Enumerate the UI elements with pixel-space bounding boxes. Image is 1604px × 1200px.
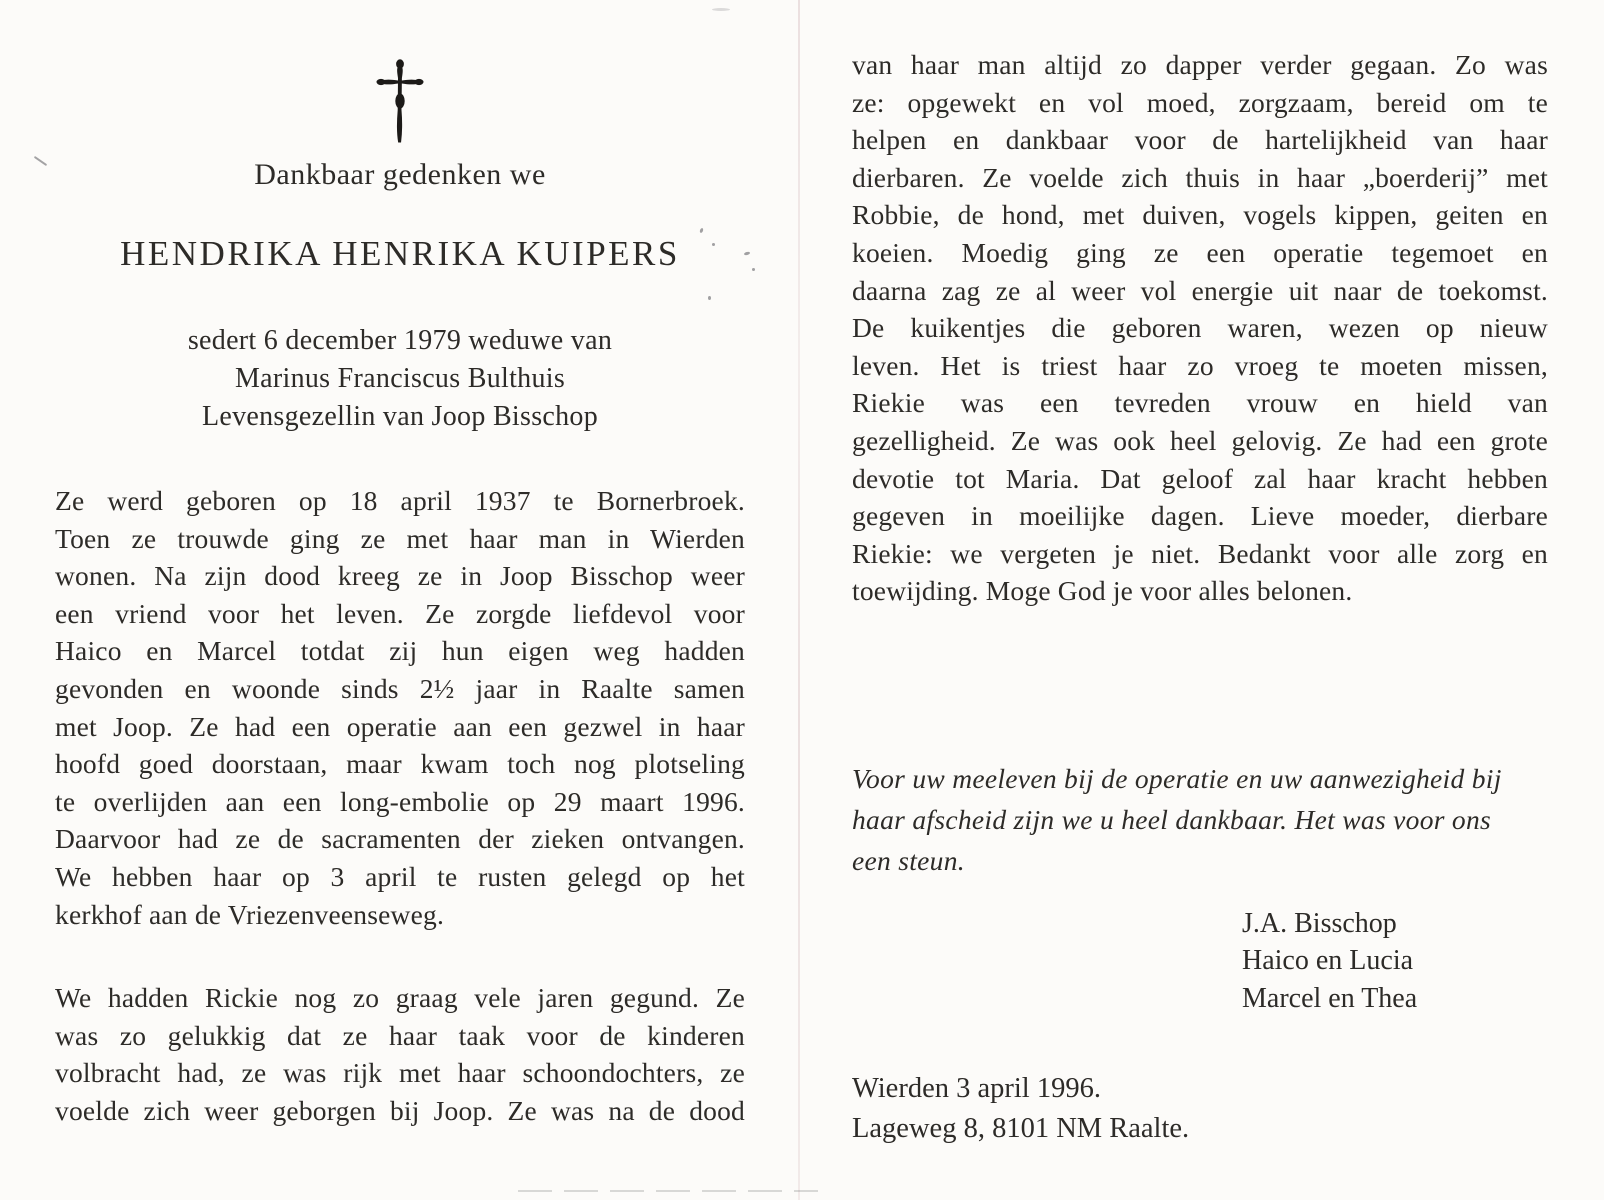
paragraph-line: daarna zag ze al weer vol energie uit naar de toekomst.: [852, 274, 1548, 306]
deceased-name: HENDRIKA HENRIKA KUIPERS: [120, 234, 680, 273]
signature-line: J.A. Bisschop: [1242, 907, 1397, 939]
paragraph-line: Robbie, de hond, met duiven, vogels kippen, geiten en: [852, 199, 1548, 231]
paragraph-line: ze: opgewekt en vol moed, zorgzaam, bereid om te: [852, 86, 1548, 118]
paragraph-line: koeien. Moedig ging ze een operatie tegemoet en: [852, 236, 1548, 268]
subtitle-line: Levensgezellin van Joop Bisschop: [201, 401, 599, 432]
subtitle-line: sedert 6 december 1979 weduwe van: [187, 325, 613, 356]
paragraph-line: gevonden en woonde sinds 2½ jaar in Raalte samen: [55, 672, 745, 704]
remembrance-paragraph: [55, 979, 745, 1129]
paragraph-line: leven. Het is triest haar zo vroeg te moeten missen,: [852, 349, 1548, 381]
paragraph-line: toewijding. Moge God je voor alles belonen.: [852, 575, 1353, 607]
paragraph-line: hoofd goed doorstaan, maar kwam toch nog plotseling: [55, 748, 745, 780]
paragraph-line: wonen. Na zijn dood kreeg ze in Joop Bisschop weer: [55, 560, 745, 592]
paragraph-line: Toen ze trouwde ging ze met haar man in Wierden: [55, 522, 745, 554]
paragraph-line: Haico en Marcel totdat zij hun eigen weg hadden: [55, 635, 745, 667]
paragraph-line: dierbaren. Ze voelde zich thuis in haar „boerderij” met: [852, 161, 1548, 193]
intro-text: Dankbaar gedenken we: [254, 158, 546, 191]
paragraph-line: helpen en dankbaar voor de hartelijkheid van haar: [852, 124, 1548, 156]
scan-artifact: [518, 1190, 818, 1192]
paragraph-line: een steun.: [852, 844, 965, 876]
continuation-paragraph: [852, 46, 1548, 610]
right-page: [852, 0, 1548, 1149]
paragraph-line: Riekie: we vergeten je niet. Bedankt voor alle zorg en: [852, 537, 1548, 569]
paragraph-line: We hebben haar op 3 april te rusten gelegd op het: [55, 860, 745, 892]
paragraph-line: We hadden Rickie nog zo graag vele jaren gegund. Ze: [55, 982, 745, 1014]
paragraph-line: met Joop. Ze had een operatie aan een gezwel in haar: [55, 710, 745, 742]
paragraph-line: volbracht had, ze was rijk met haar schoondochters, ze: [55, 1057, 745, 1089]
paragraph-line: was zo gelukkig dat ze haar taak voor de kinderen: [55, 1019, 745, 1051]
paragraph-line: Riekie was een tevreden vrouw en hield van: [852, 387, 1548, 419]
place-date-address: [852, 1069, 1548, 1149]
paragraph-line: Ze werd geboren op 18 april 1937 te Bornerbroek.: [55, 485, 745, 516]
paragraph-line: kerkhof aan de Vriezenveenseweg.: [55, 898, 445, 930]
footer-line: Wierden 3 april 1996.: [852, 1073, 1101, 1105]
paragraph-line: Voor uw meeleven bij de operatie en uw aanwezigheid bij: [852, 762, 1502, 794]
paragraph-line: te overlijden aan een long-embolie op 29 maart 1996.: [55, 785, 745, 817]
paragraph-line: gezelligheid. Ze was ook heel gelovig. Ze had een grote: [852, 424, 1548, 456]
paragraph-line: voelde zich weer geborgen bij Joop. Ze was na de dood: [55, 1094, 745, 1126]
subtitle-line: Marinus Franciscus Bulthuis: [234, 363, 566, 394]
paragraph-line: van haar man altijd zo dapper verder gegaan. Zo was: [852, 49, 1548, 80]
acknowledgement-paragraph: [852, 758, 1548, 881]
left-page: [55, 0, 745, 1130]
page-fold-line: [798, 0, 800, 1200]
signature-line: Marcel en Thea: [1242, 982, 1418, 1014]
scan-artifact: [752, 268, 755, 271]
scan-artifact: [712, 243, 715, 246]
footer-line: Lageweg 8, 8101 NM Raalte.: [852, 1113, 1190, 1145]
scan-artifact: [744, 251, 751, 255]
crucifix-icon: [55, 58, 745, 150]
biography-paragraph: [55, 482, 745, 933]
paragraph-line: devotie tot Maria. Dat geloof zal haar kracht hebben: [852, 462, 1548, 494]
scan-artifact: [708, 296, 711, 300]
subtitle-block: [55, 322, 745, 436]
paragraph-line: haar afscheid zijn we u heel dankbaar. Het was voor ons: [852, 803, 1492, 835]
paragraph-line: Daarvoor had ze de sacramenten der zieken ontvangen.: [55, 823, 745, 855]
signature-line: Haico en Lucia: [1242, 945, 1414, 977]
paragraph-line: De kuikentjes die geboren waren, wezen op nieuw: [852, 312, 1548, 344]
paragraph-line: gegeven in moeilijke dagen. Lieve moeder, dierbare: [852, 500, 1548, 532]
scan-artifact: [712, 8, 730, 11]
scan-artifact: [34, 156, 47, 166]
paragraph-line: een vriend voor het leven. Ze zorgde liefdevol voor: [55, 597, 745, 629]
signature-block: [1242, 905, 1548, 1018]
